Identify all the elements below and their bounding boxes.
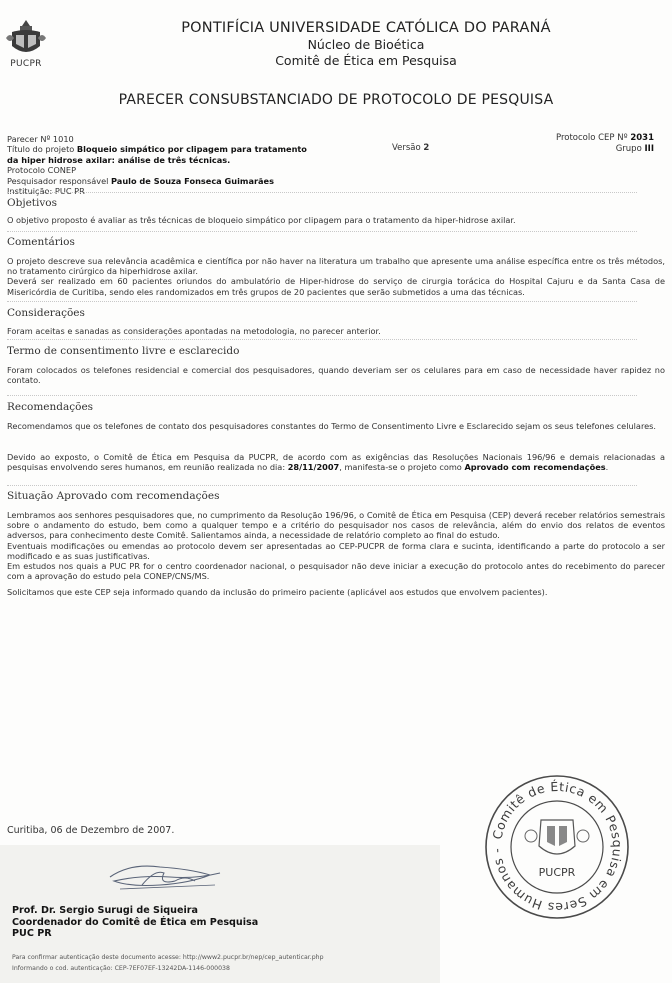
- divider: [7, 192, 637, 193]
- cep-protocol: [504, 133, 654, 155]
- situacao-heading: Situação Aprovado com recomendações: [7, 490, 220, 502]
- divider: [7, 231, 637, 232]
- document-title: PARECER CONSUBSTANCIADO DE PROTOCOLO DE PESQUISA: [118, 92, 554, 108]
- divider: [7, 301, 637, 302]
- situacao-paragraph-3: Em estudos nos quais a PUC PR for o centro coordenador nacional, o pesquisador não deve iniciar a execução do protocolo antes do recebimento do parecer com a aprovação do estudo pela CONEP/CNS/MS.: [7, 561, 665, 582]
- consideracoes-heading: Considerações: [7, 307, 85, 319]
- group-label: Grupo: [615, 144, 642, 154]
- auth-code: Informando o cod. autenticação: CEP-7EF07EF-13242DA-1146-000038: [12, 964, 230, 972]
- comentarios-paragraph-1: O projeto descreve sua relevância acadêmica e científica por não haver na literatura um trabalho que apresente uma análise específica entre os três métodos, no tratamento cirúrgico da hiperhidrose axilar.: [7, 256, 665, 277]
- version: [392, 143, 429, 153]
- comentarios-paragraph-2: Deverá ser realizado em 60 pacientes oriundos do ambulatório de Hiper-hidrose do serviço de cirurgia torácica do Hospital Cajuru e da Santa Casa de Misericórdia de Curitiba, sendo eles randomizados em três grupos de 20 pacientes que serão submetidos a uma das técnicas.: [7, 276, 665, 297]
- verify-url-text: Para confirmar autenticação deste documento acesse: http://www2.pucpr.br/nep/cep_autenticar.php: [12, 954, 324, 961]
- version-value: 2: [423, 143, 430, 153]
- pucpr-logo: [4, 18, 48, 69]
- comentarios-text: [7, 256, 665, 297]
- institution: Instituição: PUC PR: [7, 186, 85, 197]
- objetivos-text: O objetivo proposto é avaliar as três técnicas de bloqueio simpático por clipagem para o tratamento da hiper-hidrose axilar.: [7, 215, 516, 225]
- crest-icon: [4, 18, 48, 58]
- stamp-ring-text: Comitê de Ética em Pesquisa em Seres Humanos -: [488, 778, 626, 916]
- university-name: PONTIFÍCIA UNIVERSIDADE CATÓLICA DO PARANÁ: [181, 20, 551, 36]
- situacao-paragraph-1: Lembramos aos senhores pesquisadores que, no cumprimento da Resolução 196/96, o Comitê de Ética em Pesquisa (CEP) deverá receber relatórios semestrais sobre o andamento do estudo, bem como a qualquer tempo e a critério do pesquisador nos casos de relevância, além do envio dos relatos de eventos adversos, para conhecimento deste Comitê. Salientamos ainda, a necessidade de relatório completo ao final do estudo.: [7, 510, 665, 541]
- committee-stamp: [482, 772, 632, 926]
- comentarios-heading: Comentários: [7, 236, 75, 248]
- divider: [7, 395, 637, 396]
- recomendacoes-text: Recomendamos que os telefones de contato dos pesquisadores constantes do Termo de Consentimento Livre e Esclarecido sejam os seus telefones celulares.: [7, 421, 657, 431]
- logo-text: PUCPR: [10, 59, 42, 69]
- signer-org: PUC PR: [12, 928, 52, 939]
- decisao-text: [7, 452, 665, 472]
- project-title-value: Bloqueio simpático por clipagem para tratamento da hiper hidrose axilar: análise de três técnicas.: [7, 144, 307, 165]
- stamp-center-text: PUCPR: [538, 866, 576, 879]
- researcher-label: Pesquisador responsável: [7, 175, 109, 186]
- signer-name: Prof. Dr. Sergio Surugi de Siqueira: [12, 905, 198, 916]
- version-label: Versão: [392, 143, 421, 153]
- committee-name: Comitê de Ética em Pesquisa: [275, 53, 457, 68]
- situacao-text: [7, 510, 665, 581]
- signer-info: [12, 905, 258, 940]
- group-row: [504, 144, 654, 155]
- cep-protocol-label: Protocolo CEP Nº: [555, 133, 628, 143]
- meeting-date: 28/11/2007: [287, 462, 340, 473]
- researcher-row: [7, 176, 307, 186]
- situacao-paragraph-2: Eventuais modificações ou emendas ao protocolo devem ser apresentadas ao CEP-PUCPR de forma clara e sucinta, identificando a parte do protocolo a ser modificado e as suas justificativas.: [7, 540, 665, 561]
- divider: [7, 339, 637, 340]
- project-title-row: [7, 144, 307, 165]
- project-title-label: Título do projeto: [7, 144, 75, 155]
- nucleus-name: Núcleo de Bioética: [307, 37, 425, 52]
- consideracoes-text: Foram aceitas e sanadas as considerações apontadas na metodologia, no parecer anterior.: [7, 326, 381, 336]
- stamp-crest-icon: [525, 820, 589, 854]
- decisao-end: .: [605, 462, 609, 473]
- solicitamos-text: Solicitamos que este CEP seja informado quando da inclusão do primeiro paciente (aplicável aos estudos que envolvem pacientes).: [7, 587, 548, 597]
- termo-heading: Termo de consentimento livre e esclarecido: [7, 345, 240, 357]
- objetivos-heading: Objetivos: [7, 197, 58, 209]
- group-value: III: [644, 144, 654, 154]
- decisao-pre: Devido ao exposto, o Comitê de Ética em Pesquisa da PUCPR, de acordo com as exigências das Resoluções Nacionais 196/96 e demais relacionadas a pesquisas envolvendo seres humanos, em reunião realizada no dia:: [7, 452, 665, 473]
- divider: [7, 485, 637, 486]
- city-date: Curitiba, 06 de Dezembro de 2007.: [7, 825, 175, 836]
- decisao-mid: , manifesta-se o projeto como: [339, 462, 462, 473]
- protocol-meta: [7, 134, 307, 196]
- researcher-name: Paulo de Souza Fonseca Guimarães: [111, 175, 274, 186]
- cep-protocol-row: [504, 133, 654, 144]
- signer-role: Coordenador do Comitê de Ética em Pesquisa: [12, 916, 259, 928]
- conep-protocol: Protocolo CONEP: [7, 165, 77, 176]
- recomendacoes-heading: Recomendações: [7, 401, 94, 413]
- cep-protocol-value: 2031: [630, 133, 654, 143]
- handwritten-signature: [100, 855, 230, 904]
- parecer-number: Parecer Nº 1010: [7, 134, 74, 144]
- decision-result: Aprovado com recomendações: [464, 462, 606, 473]
- authentication-info: [12, 953, 324, 974]
- termo-text: Foram colocados os telefones residencial e comercial dos pesquisadores, quando deveriam ser os celulares para em caso de necessidade haver rapidez no contato.: [7, 365, 665, 386]
